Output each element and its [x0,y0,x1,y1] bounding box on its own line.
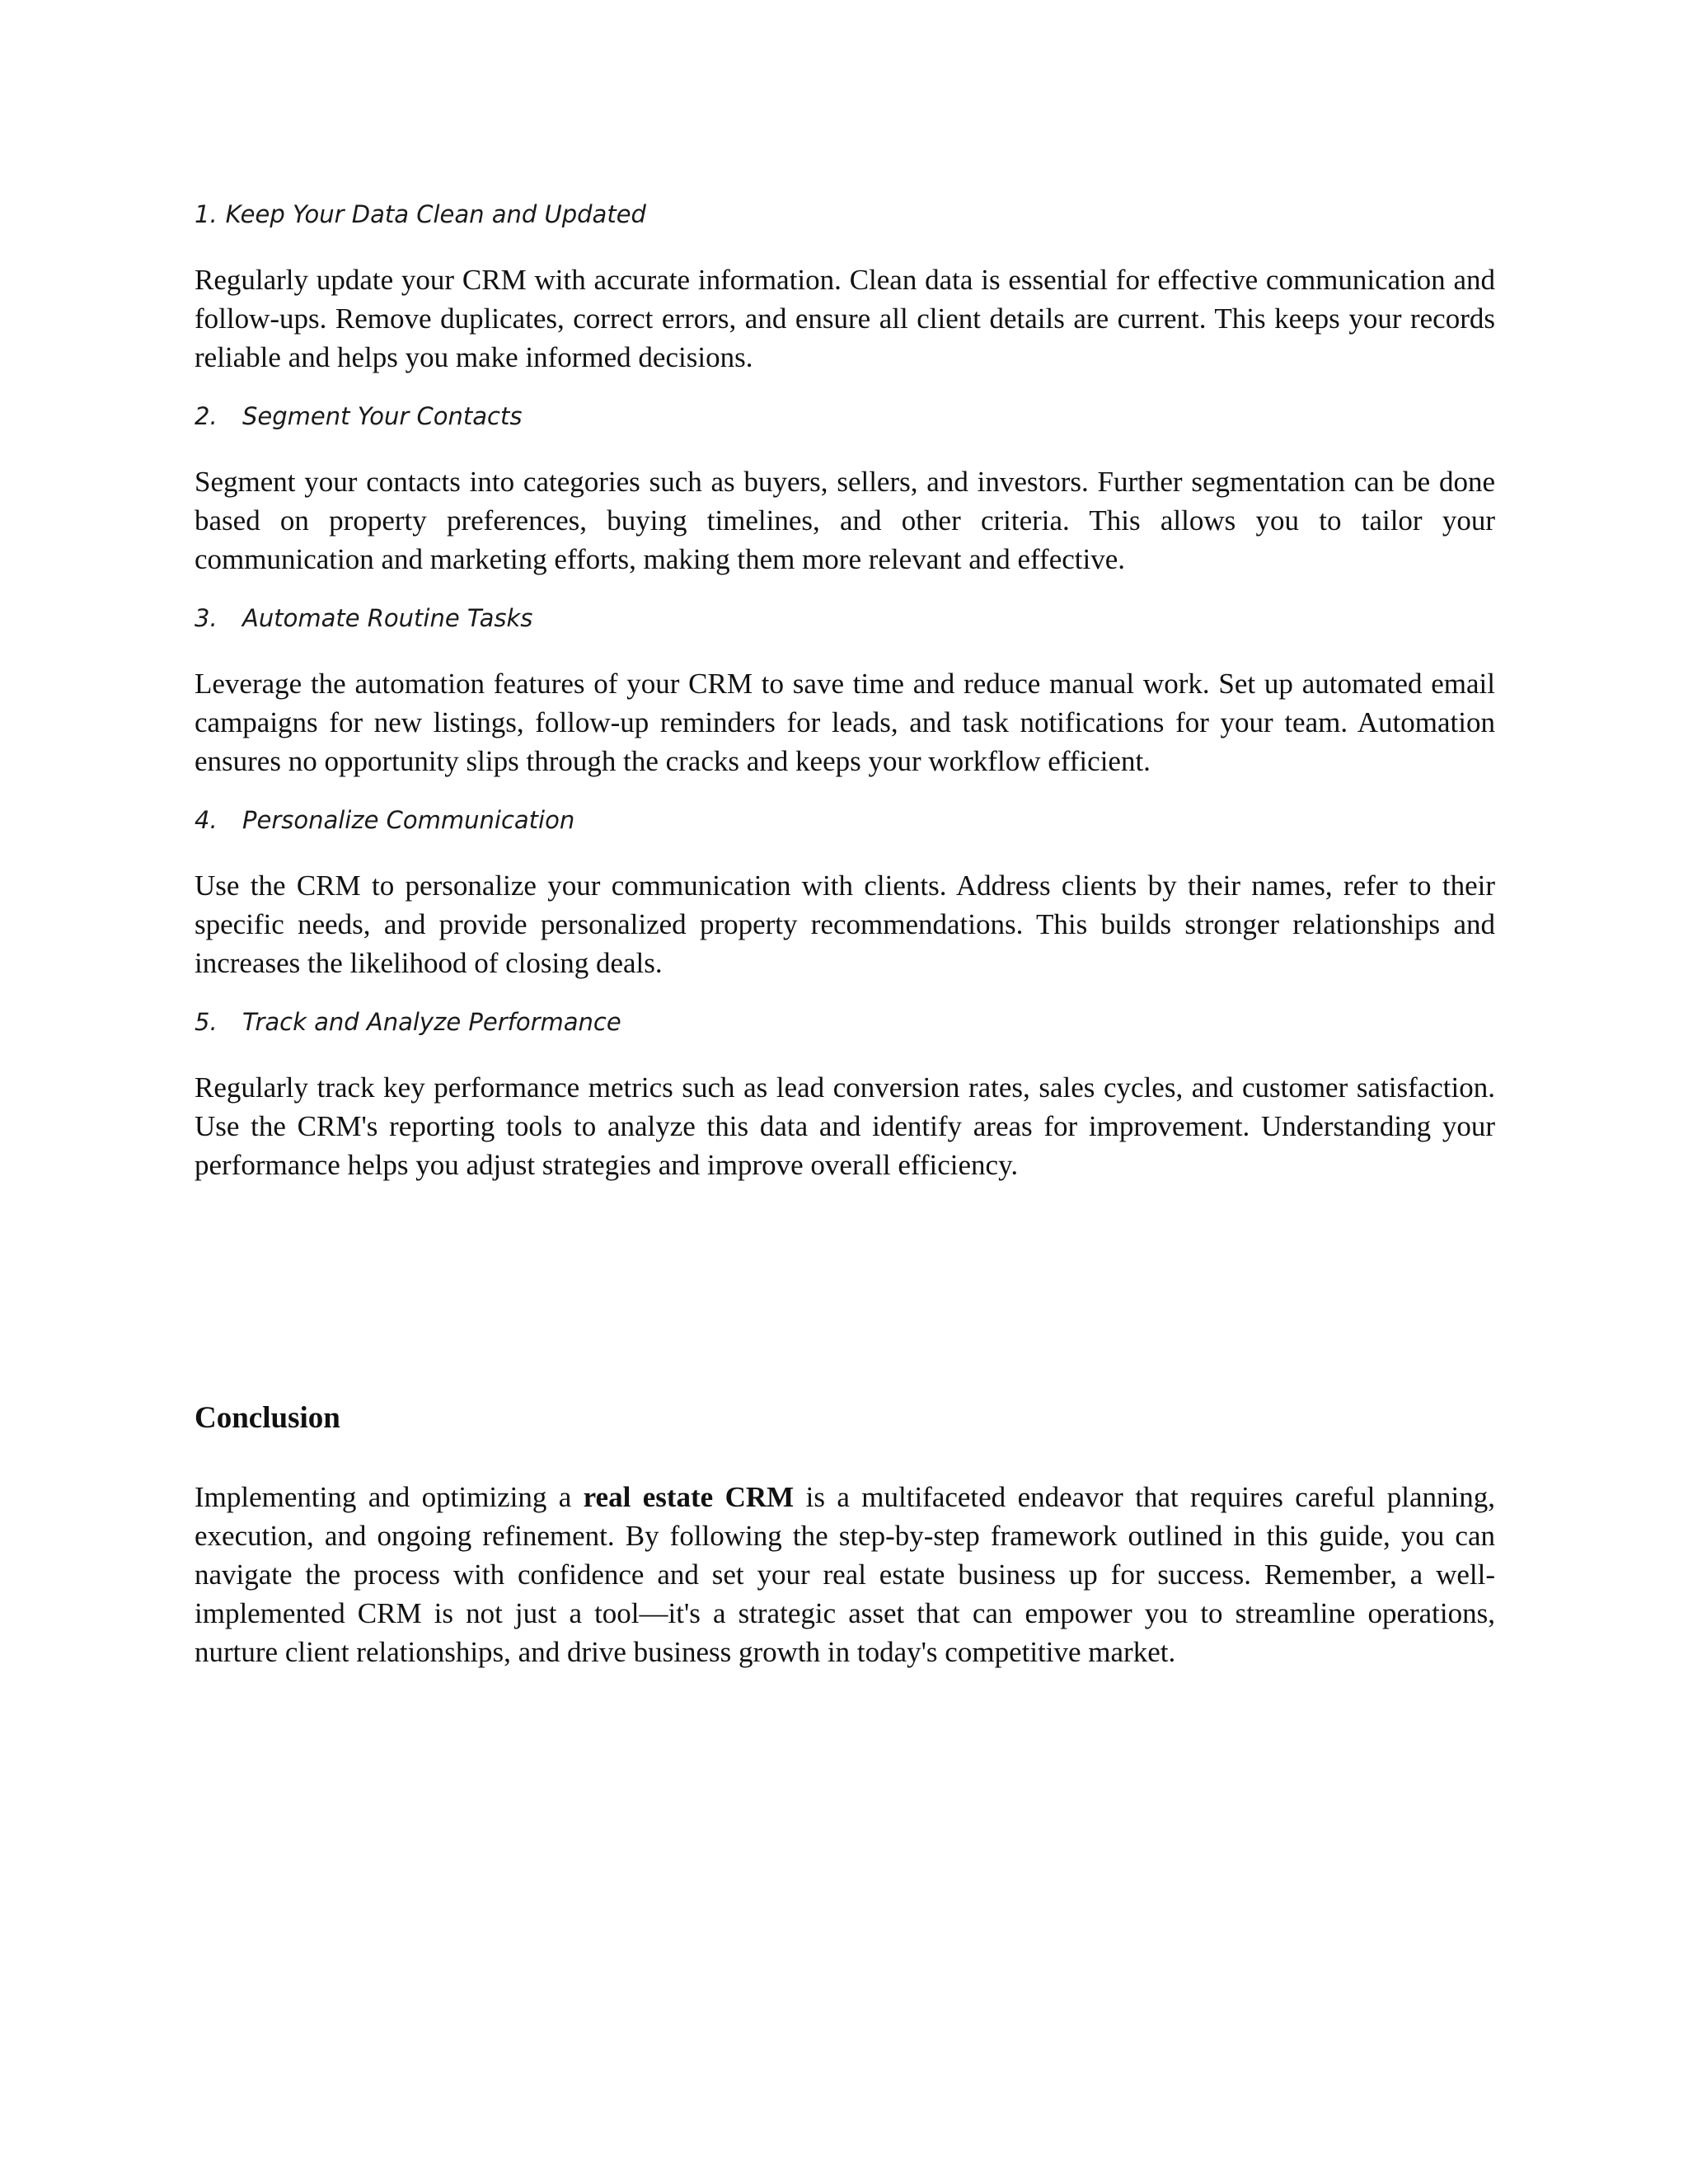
section-heading-4 [195,802,1495,838]
conclusion-bold-term: real estate CRM [583,1481,795,1513]
section-title: Segment Your Contacts [242,402,523,430]
section-number: 5. [195,1008,218,1036]
section-number: 4. [195,806,218,834]
section-body-5: Regularly track key performance metrics such as lead conversion rates, sales cycles, and customer satisfaction. Use the CRM's reporting tools to analyze this data and identify areas for improvement. Understanding your performance helps you adjust strategies and improve overall efficiency. [195,1071,1495,1181]
conclusion-text-start: Implementing and optimizing a [195,1481,584,1513]
section-heading-3 [195,600,1495,636]
section-number: 2. [195,402,218,430]
section-body-2: Segment your contacts into categories such as buyers, sellers, and investors. Further segmentation can be done based on property preferences, buying timelines, and other criteria. This allows you to tailor your communication and marketing efforts, making them more relevant and effective. [195,466,1495,575]
section-heading-1 [195,196,1495,232]
conclusion-text-rest: is a multifaceted endeavor that requires careful planning, execution, and ongoing refinement. By following the step-by-step framework outlined in this guide, you can navigate the process with confidence and set your real estate business up for success. Remember, a well-implemented CRM is not just a tool—it's a strategic asset that can empower you to streamline operations, nurture client relationships, and drive business growth in today's competitive market. [195,1481,1495,1668]
section-number: 3. [195,604,218,632]
section-number: 1. [195,200,218,228]
section-heading-5 [195,1004,1495,1040]
conclusion-heading: Conclusion [195,1401,340,1435]
section-title: Automate Routine Tasks [242,604,533,632]
section-heading-2 [195,398,1495,434]
section-title: Keep Your Data Clean and Updated [225,200,646,228]
tips-list [195,196,1495,1206]
section-body-3: Leverage the automation features of your CRM to save time and reduce manual work. Set up automated email campaigns for new listings, follow-up reminders for leads, and task notifications for your team. Automation ensures no opportunity slips through the cracks and keeps your workflow efficient. [195,668,1495,777]
section-title: Personalize Communication [242,806,575,834]
conclusion-body [195,1478,1495,1671]
section-title: Track and Analyze Performance [242,1008,621,1036]
section-body-4: Use the CRM to personalize your communication with clients. Address clients by their names, refer to their specific needs, and provide personalized property recommendations. This builds stronger relationships and increases the likelihood of closing deals. [195,869,1495,979]
section-body-1: Regularly update your CRM with accurate information. Clean data is essential for effective communication and follow-ups. Remove duplicates, correct errors, and ensure all client details are current. This keeps your records reliable and helps you make informed decisions. [195,264,1495,373]
